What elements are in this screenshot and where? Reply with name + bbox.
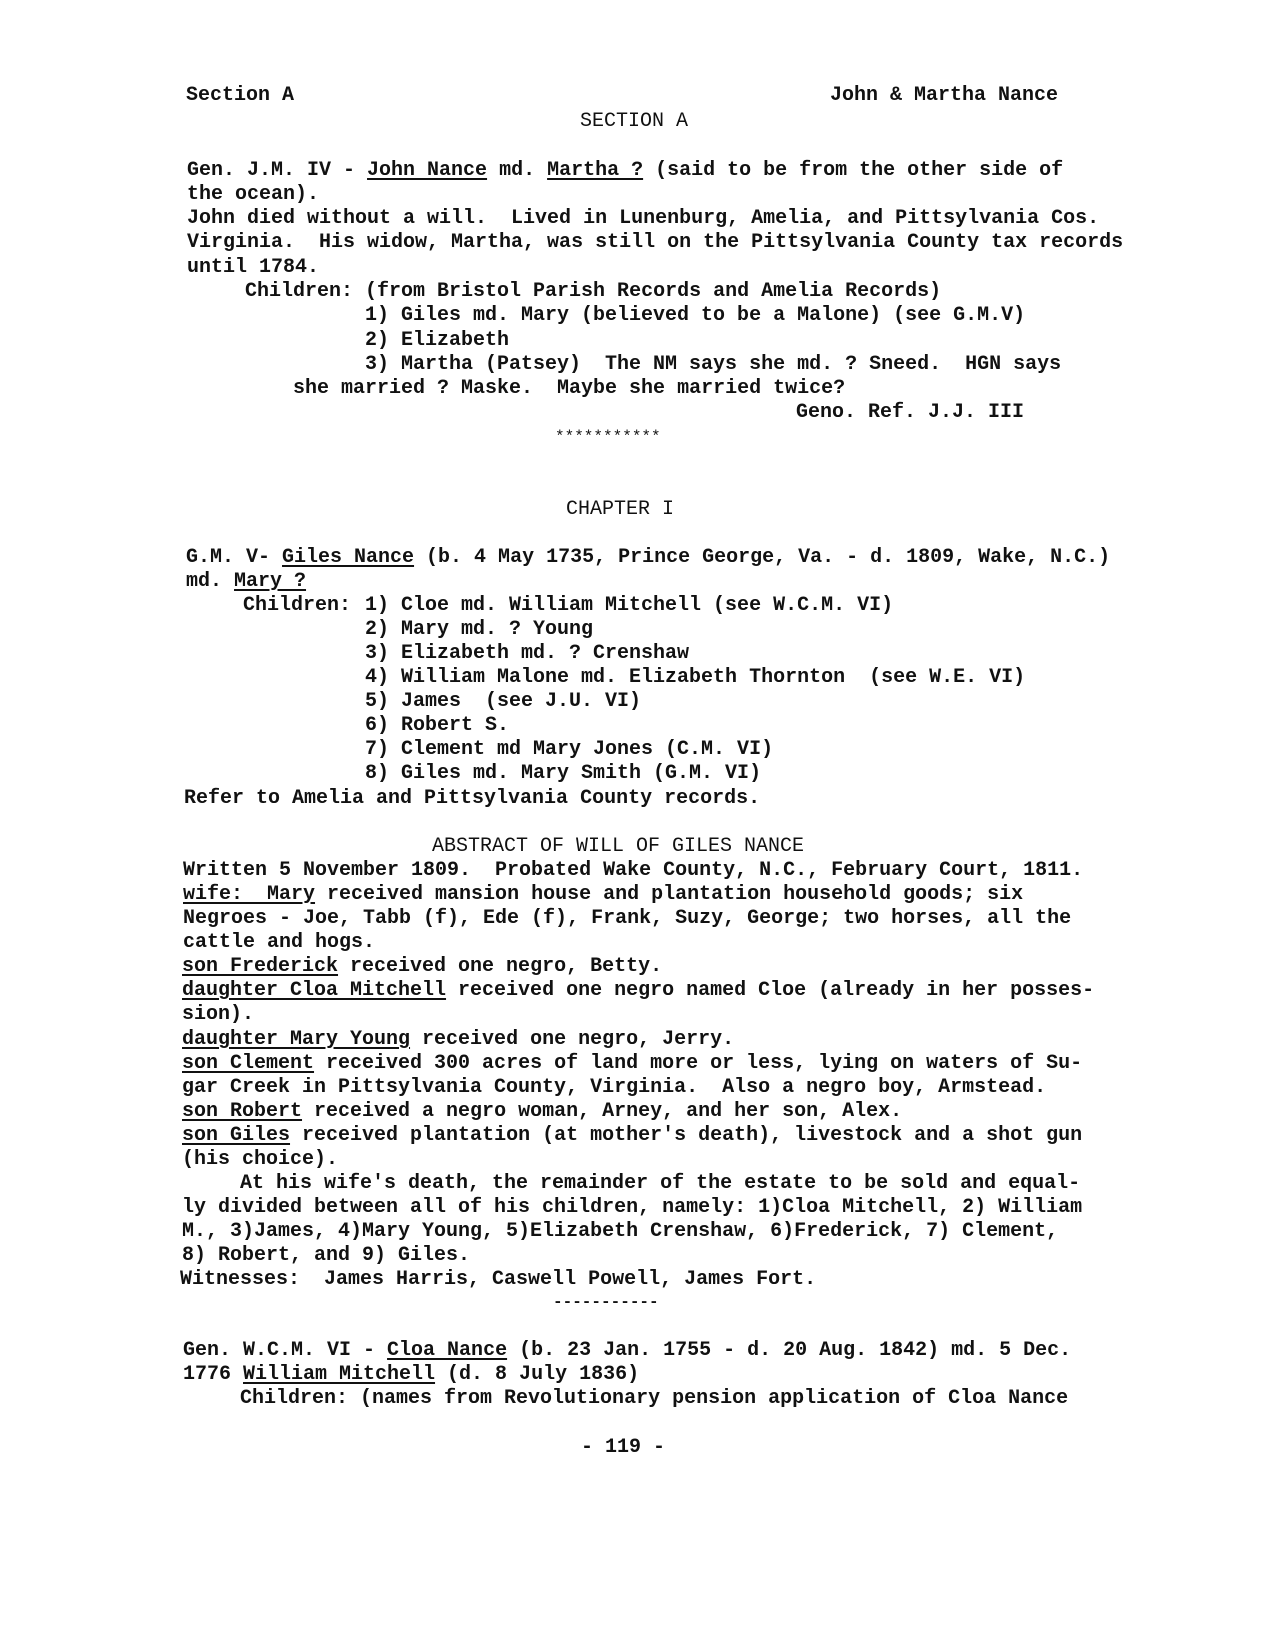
john-nance-name: John Nance — [367, 159, 488, 182]
chapter-children-label: Children: — [243, 594, 352, 617]
will-mary-young: daughter Mary Young received one negro, Jerry. — [182, 1028, 735, 1051]
section-a-line-5: until 1784. — [187, 256, 320, 279]
will-cloa-2: sion). — [182, 1003, 255, 1026]
will-clement-2: gar Creek in Pittsylvania County, Virginia. Also a negro boy, Armstead. — [182, 1076, 1047, 1099]
william-mitchell-name: William Mitchell — [243, 1363, 436, 1386]
will-giles: son Giles received plantation (at mother's death), livestock and a shot gun — [182, 1124, 1083, 1147]
chapter-child-2: 2) Mary md. ? Young — [365, 618, 594, 641]
chapter-line-1: G.M. V- Giles Nance (b. 4 May 1735, Prince George, Va. - d. 1809, Wake, N.C.) — [186, 546, 1111, 569]
cloa-label: daughter Cloa Mitchell — [182, 979, 447, 1002]
section-a-child-3: 3) Martha (Patsey) The NM says she md. ? Sneed. HGN says — [365, 353, 1062, 376]
will-wife-2: Negroes - Joe, Tabb (f), Ede (f), Frank, Suzy, George; two horses, all the — [183, 907, 1072, 930]
page-number: - 119 - — [581, 1436, 666, 1459]
will-giles-2: (his choice). — [182, 1148, 339, 1171]
will-written: Written 5 November 1809. Probated Wake County, N.C., February Court, 1811. — [183, 859, 1084, 882]
giles-nance-name: Giles Nance — [282, 546, 415, 569]
chapter-child-4: 4) William Malone md. Elizabeth Thornton (see W.E. VI) — [365, 666, 1026, 689]
section-a-line-2: the ocean). — [187, 183, 320, 206]
section-a-line-3: John died without a will. Lived in Lunenburg, Amelia, and Pittsylvania Cos. — [187, 207, 1100, 230]
chapter-child-8: 8) Giles md. Mary Smith (G.M. VI) — [365, 762, 762, 785]
will-death-1: At his wife's death, the remainder of the estate to be sold and equal- — [240, 1172, 1081, 1195]
giles-label: son Giles — [182, 1124, 291, 1147]
frederick-label: son Frederick — [182, 955, 339, 978]
wife-label: wife: Mary — [183, 883, 316, 906]
chapter-child-3: 3) Elizabeth md. ? Crenshaw — [365, 642, 690, 665]
section-a-stars-divider: *********** — [555, 428, 661, 446]
will-death-4: 8) Robert, and 9) Giles. — [182, 1244, 471, 1267]
cloa-line-1: Gen. W.C.M. VI - Cloa Nance (b. 23 Jan. 1755 - d. 20 Aug. 1842) md. 5 Dec. — [183, 1339, 1072, 1362]
section-a-child-2: 2) Elizabeth — [365, 329, 510, 352]
section-title: SECTION A — [580, 110, 689, 133]
robert-label: son Robert — [182, 1100, 303, 1123]
chapter-line-2: md. Mary ? — [186, 570, 307, 593]
section-a-child-3-cont: she married ? Maske. Maybe she married twice? — [293, 377, 846, 400]
section-a-child-1: 1) Giles md. Mary (believed to be a Malone) (see G.M.V) — [365, 304, 1026, 327]
section-a-line-4: Virginia. His widow, Martha, was still on the Pittsylvania County tax records — [187, 231, 1124, 254]
cloa-line-2: 1776 William Mitchell (d. 8 July 1836) — [183, 1363, 640, 1386]
martha-name: Martha ? — [547, 159, 644, 182]
will-wife-3: cattle and hogs. — [183, 931, 376, 954]
chapter-child-5: 5) James (see J.U. VI) — [365, 690, 642, 713]
cloa-line-3: Children: (names from Revolutionary pension application of Cloa Nance — [240, 1387, 1069, 1410]
will-cloa: daughter Cloa Mitchell received one negro named Cloe (already in her posses- — [182, 979, 1095, 1002]
header-right: John & Martha Nance — [830, 84, 1059, 107]
will-witnesses: Witnesses: James Harris, Caswell Powell, James Fort. — [180, 1268, 817, 1291]
chapter-title: CHAPTER I — [566, 498, 675, 521]
will-wife: wife: Mary received mansion house and plantation household goods; six — [183, 883, 1024, 906]
section-a-children-heading: Children: (from Bristol Parish Records and Amelia Records) — [245, 280, 942, 303]
chapter-child-1: 1) Cloe md. William Mitchell (see W.C.M. VI) — [365, 594, 894, 617]
cloa-nance-name: Cloa Nance — [387, 1339, 508, 1362]
will-clement: son Clement received 300 acres of land more or less, lying on waters of Su- — [182, 1052, 1083, 1075]
header-left: Section A — [186, 84, 295, 107]
clement-label: son Clement — [182, 1052, 315, 1075]
will-death-3: M., 3)James, 4)Mary Young, 5)Elizabeth Crenshaw, 6)Frederick, 7) Clement, — [182, 1220, 1059, 1243]
chapter-child-7: 7) Clement md Mary Jones (C.M. VI) — [365, 738, 774, 761]
mary-young-label: daughter Mary Young — [182, 1028, 411, 1051]
section-a-line-1: Gen. J.M. IV - John Nance md. Martha ? (said to be from the other side of — [187, 159, 1064, 182]
section-a-reference: Geno. Ref. J.J. III — [796, 401, 1025, 424]
will-frederick: son Frederick received one negro, Betty. — [182, 955, 663, 978]
will-title: ABSTRACT OF WILL OF GILES NANCE — [432, 835, 805, 858]
mary-name: Mary ? — [234, 570, 307, 593]
will-robert: son Robert received a negro woman, Arney, and her son, Alex. — [182, 1100, 903, 1123]
chapter-refer: Refer to Amelia and Pittsylvania County records. — [184, 787, 761, 810]
will-divider: ----------- — [553, 1293, 659, 1311]
chapter-child-6: 6) Robert S. — [365, 714, 510, 737]
will-death-2: ly divided between all of his children, namely: 1)Cloa Mitchell, 2) William — [182, 1196, 1083, 1219]
